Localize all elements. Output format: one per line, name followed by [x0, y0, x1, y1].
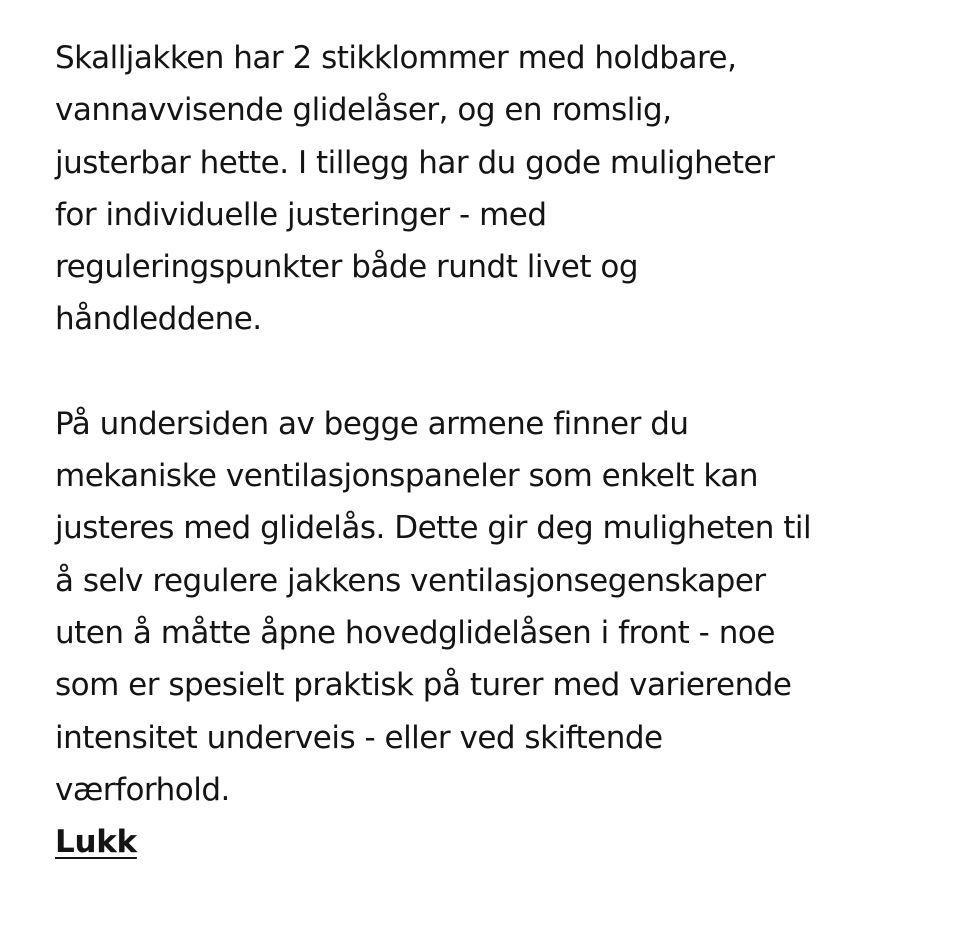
text-line: håndleddene. — [55, 301, 262, 338]
text-line: intensitet underveis - eller ved skiftende — [55, 719, 663, 756]
text-line: å selv regulere jakkens ventilasjonsegenskaper — [55, 562, 766, 599]
text-line: som er spesielt praktisk på turer med varierende — [55, 667, 792, 704]
product-description — [55, 32, 935, 868]
text-line: for individuelle justeringer - med — [55, 196, 547, 233]
text-line: uten å måtte åpne hovedglidelåsen i front - noe — [55, 614, 775, 651]
text-line: vannavvisende glidelåser, og en romslig, — [55, 92, 672, 129]
description-paragraph-1 — [55, 32, 935, 346]
text-line: værforhold. — [55, 771, 230, 808]
close-link[interactable]: Lukk — [55, 824, 137, 861]
text-line: mekaniske ventilasjonspaneler som enkelt kan — [55, 458, 758, 495]
text-line: justerbar hette. I tillegg har du gode muligheter — [55, 144, 775, 181]
text-line: justeres med glidelås. Dette gir deg muligheten til — [55, 510, 812, 547]
text-line: reguleringspunkter både rundt livet og — [55, 249, 639, 286]
text-line: Skalljakken har 2 stikklommer med holdbare, — [55, 40, 737, 76]
description-paragraph-2 — [55, 398, 935, 816]
paragraph-spacer — [55, 346, 935, 398]
text-line: På undersiden av begge armene finner du — [55, 405, 689, 442]
